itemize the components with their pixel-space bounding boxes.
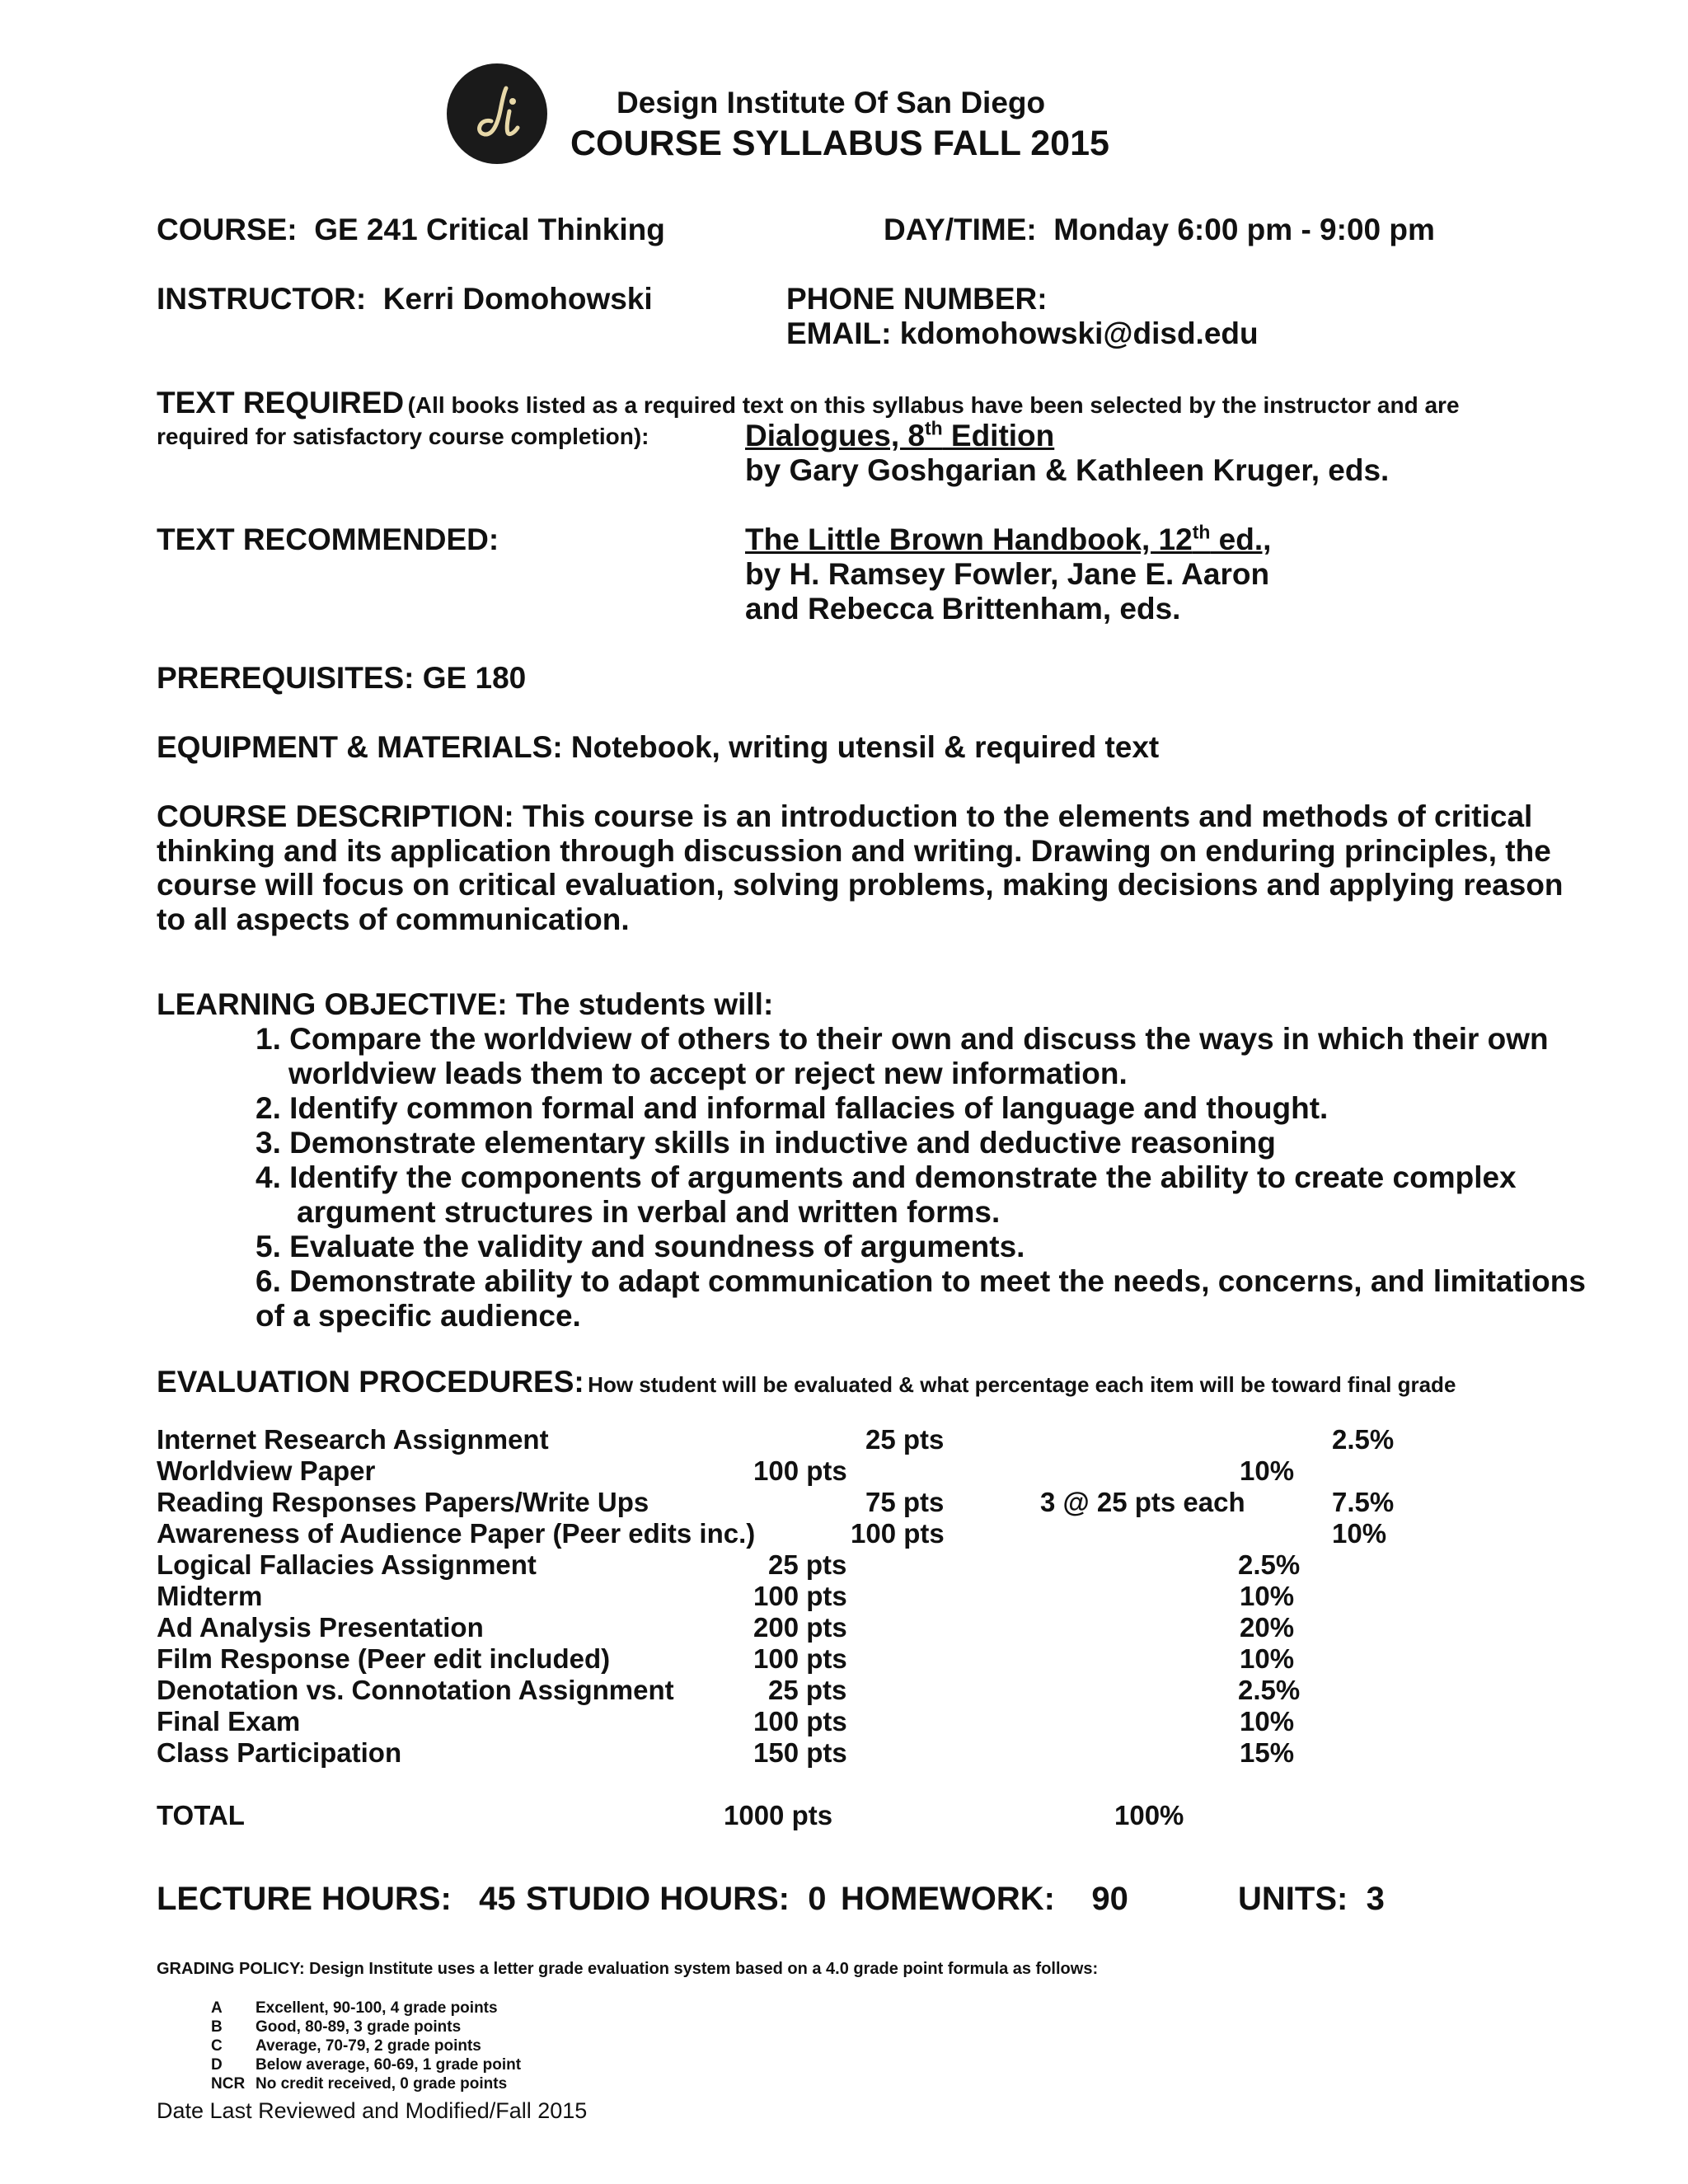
objective-line: 1. Compare the worldview of others to their own and discuss the ways in which their own (256, 1022, 1549, 1056)
text-recommended-label: TEXT RECOMMENDED: (157, 523, 499, 556)
page-title: COURSE SYLLABUS FALL 2015 (570, 124, 1109, 163)
grade-letter: C (211, 2037, 223, 2055)
grade-desc: No credit received, 0 grade points (256, 2075, 508, 2093)
description-line-4: to all aspects of communication. (157, 902, 630, 936)
objective-line: 4. Identify the components of arguments and demonstrate the ability to create complex (256, 1160, 1517, 1194)
table-row: Logical Fallacies Assignment 25 pts 2.5% (157, 1549, 1301, 1580)
grading-policy: GRADING POLICY: Design Institute uses a letter grade evaluation system based on a 4.0 grade point formula as follows: (157, 1960, 1099, 1978)
email-line (786, 316, 1259, 351)
grade-letter: D (211, 2056, 223, 2074)
table-row: Worldview Paper 100 pts 10% (157, 1455, 1295, 1486)
grade-desc: Good, 80-89, 3 grade points (256, 2018, 462, 2036)
text-required-label: TEXT REQUIRED (157, 386, 405, 419)
prerequisites: PREREQUISITES: GE 180 (157, 661, 527, 695)
recommended-authors-2: and Rebecca Brittenham, eds. (745, 592, 1181, 626)
studio-hours: STUDIO HOURS: 0 (526, 1881, 827, 1917)
evaluation-heading: EVALUATION PROCEDURES: (157, 1365, 584, 1399)
evaluation-heading-line (157, 1365, 1456, 1399)
grade-desc: Average, 70-79, 2 grade points (256, 2037, 481, 2055)
table-row: Ad Analysis Presentation 200 pts 20% (157, 1612, 1295, 1643)
total-points: 1000 pts (724, 1800, 833, 1830)
total-percent: 100% (1114, 1800, 1184, 1830)
text-required-note-2: required for satisfactory course completion): (157, 424, 649, 449)
grade-desc: Excellent, 90-100, 4 grade points (256, 1999, 498, 2017)
table-row: Film Response (Peer edit included) 100 pts 10% (157, 1643, 1295, 1674)
grade-letter: NCR (211, 2075, 246, 2093)
units: UNITS: 3 (1238, 1881, 1385, 1917)
required-book-authors: by Gary Goshgarian & Kathleen Kruger, eds. (745, 453, 1390, 487)
text-required-line (157, 386, 1460, 420)
objective-line: 5. Evaluate the validity and soundness of arguments. (256, 1230, 1025, 1263)
table-row: Internet Research Assignment 25 pts 2.5% (157, 1424, 1395, 1455)
recommended-book-title: The Little Brown Handbook, 12th ed., (745, 521, 1272, 556)
objective-line: of a specific audience. (256, 1299, 581, 1333)
phone-label: PHONE NUMBER: (786, 282, 1048, 316)
lecture-hours: LECTURE HOURS: 45 (157, 1881, 516, 1917)
course-line (157, 213, 665, 247)
objective-line: worldview leads them to accept or reject new information. (288, 1057, 1128, 1090)
objective-line: 6. Demonstrate ability to adapt communication to meet the needs, concerns, and limitations (256, 1264, 1586, 1298)
description-line-2: thinking and its application through discussion and writing. Drawing on enduring principles, the (157, 834, 1551, 868)
daytime-value: Monday 6:00 pm - 9:00 pm (1053, 213, 1435, 246)
email-label: EMAIL: (786, 316, 892, 350)
total-row (0, 1800, 1688, 1833)
description-line-1: COURSE DESCRIPTION: This course is an introduction to the elements and methods of critical (157, 799, 1533, 833)
table-row: Denotation vs. Connotation Assignment 25 pts 2.5% (157, 1675, 1301, 1705)
email-value: kdomohowski@disd.edu (899, 316, 1259, 350)
equipment: EQUIPMENT & MATERIALS: Notebook, writing utensil & required text (157, 730, 1160, 764)
table-row: Class Participation 150 pts 15% (157, 1737, 1295, 1768)
objective-line: 3. Demonstrate elementary skills in inductive and deductive reasoning (256, 1126, 1276, 1160)
table-row: Midterm 100 pts 10% (157, 1581, 1295, 1611)
instructor-value: Kerri Domohowski (382, 282, 653, 316)
instructor-label: INSTRUCTOR: (157, 282, 367, 316)
homework-hours: HOMEWORK: 90 (841, 1881, 1128, 1917)
daytime-line (884, 213, 1435, 247)
grade-desc: Below average, 60-69, 1 grade point (256, 2056, 522, 2074)
footer-revision-note: Date Last Reviewed and Modified/Fall 2015 (157, 2098, 588, 2123)
instructor-line (157, 282, 653, 316)
objective-line: argument structures in verbal and written forms. (297, 1195, 1001, 1229)
objective-line: 2. Identify common formal and informal fallacies of language and thought. (256, 1091, 1329, 1125)
recommended-authors-1: by H. Ramsey Fowler, Jane E. Aaron (745, 557, 1270, 591)
grade-letter: A (211, 1999, 223, 2017)
course-value: GE 241 Critical Thinking (314, 213, 665, 246)
text-required-note: (All books listed as a required text on this syllabus have been selected by the instructor and are (407, 392, 1460, 418)
table-row: Final Exam 100 pts 10% (157, 1706, 1295, 1736)
di-monogram-logo-icon (447, 63, 547, 164)
institution-name: Design Institute Of San Diego (617, 86, 1046, 120)
required-book-title: Dialogues, 8th Edition (745, 417, 1055, 452)
table-row: Reading Responses Papers/Write Ups 75 pts 3 @ 25 pts each 7.5% (157, 1487, 1395, 1517)
description-line-3: course will focus on critical evaluation, solving problems, making decisions and applying reason (157, 868, 1564, 902)
course-label: COURSE: (157, 213, 298, 246)
daytime-label: DAY/TIME: (884, 213, 1037, 246)
total-label: TOTAL (157, 1800, 245, 1830)
evaluation-subheading: How student will be evaluated & what percentage each item will be toward final grade (588, 1372, 1456, 1397)
grade-letter: B (211, 2018, 223, 2036)
table-row: Awareness of Audience Paper (Peer edits inc.) 100 pts 10% (157, 1518, 1387, 1549)
objectives-heading: LEARNING OBJECTIVE: The students will: (157, 987, 774, 1021)
